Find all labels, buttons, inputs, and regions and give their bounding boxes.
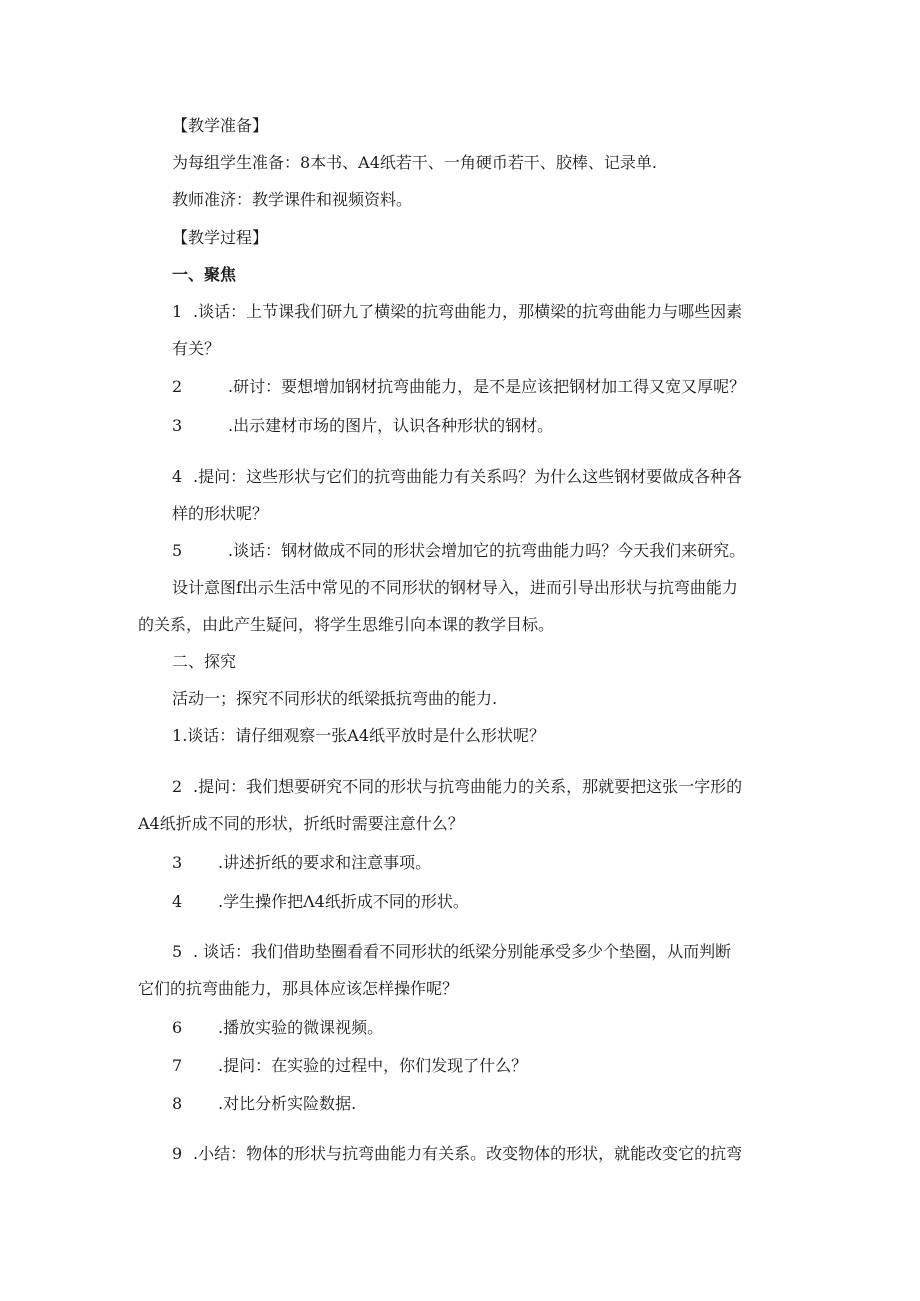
- prep-heading: 【教学准备】: [172, 116, 269, 135]
- item-text: .学生操作把Λ4纸折成不同的形状。: [218, 892, 469, 911]
- design-intent-text: 设计意图f出示生活中常见的不同形状的钢材导入，进而引导出形状与抗弯曲能力: [172, 578, 738, 597]
- item-text-continued: 它们的抗弯曲能力，那具体应该怎样操作呢？: [138, 979, 459, 998]
- item-text: .出示建材市场的图片，认识各种形状的钢材。: [228, 416, 554, 435]
- item-text: .小结：物体的形状与抗弯曲能力有关系。改变物体的形状，就能改变它的抗弯: [193, 1144, 743, 1163]
- prep-teacher-text: 教师准济：教学课件和视频资料。: [172, 190, 413, 209]
- activity-title: 活动一；探究不同形状的纸梁抵抗弯曲的能力.: [172, 689, 498, 708]
- list-item: [172, 415, 553, 437]
- item-number: 2: [172, 377, 183, 396]
- explore-heading: 二、探究: [172, 652, 237, 671]
- prep-students-text: 为每组学生准备：8本书、A4纸若干、一角硬币若干、胶棒、记录单.: [172, 153, 658, 172]
- item-number: 2: [172, 777, 183, 796]
- item-text: .提问：这些形状与它们的抗弯曲能力有关系吗？为什么这些钢材要做成各种各: [193, 467, 743, 486]
- list-item: [172, 466, 742, 488]
- item-text: . 谈话：我们借助垫圈看看不同形状的纸梁分别能承受多少个垫圈，从而判断: [193, 942, 732, 961]
- item-text: .谈话：请仔细观察一张A4纸平放时是什么形状呢？: [182, 726, 546, 745]
- item-text: .对比分析实险数据.: [218, 1094, 357, 1113]
- item-text: .谈话：钢材做成不同的形状会增加它的抗弯曲能力吗？今天我们来研究。: [228, 541, 746, 560]
- item-text: .谈话：上节课我们研九了横梁的抗弯曲能力，那横梁的抗弯曲能力与哪些因素: [193, 302, 743, 321]
- item-number: 7: [172, 1056, 183, 1075]
- item-text-continued: 样的形状呢？: [172, 504, 269, 523]
- item-number: 5: [172, 942, 183, 961]
- list-item: [172, 852, 431, 874]
- list-item: [172, 1143, 742, 1165]
- item-text-continued: 有关？: [172, 339, 221, 358]
- list-item: [172, 1055, 527, 1077]
- item-number: 9: [172, 1144, 183, 1163]
- item-text-continued: A4纸折成不同的形状，折纸时需要注意什么？: [138, 814, 464, 833]
- process-heading: 【教学过程】: [172, 228, 269, 247]
- item-number: 1: [172, 302, 183, 321]
- focus-heading: 一、聚焦: [172, 265, 237, 284]
- item-text: .提问：我们想要研究不同的形状与抗弯曲能力的关系，那就要把这张一字形的: [193, 777, 743, 796]
- list-item: [172, 301, 742, 323]
- list-item: [172, 1093, 356, 1115]
- item-number: 8: [172, 1094, 183, 1113]
- item-text: .讲述折纸的要求和注意事项。: [218, 853, 432, 872]
- list-item: [172, 376, 745, 398]
- item-text: .播放实验的微课视频。: [218, 1018, 384, 1037]
- item-text: .研讨：要想增加钢材抗弯曲能力，是不是应该把钢材加工得又宽又厚呢？: [228, 377, 746, 396]
- list-item: [172, 540, 745, 562]
- item-number: 4: [172, 467, 183, 486]
- design-intent-text-continued: 的关系，由此产生疑问，将学生思维引向本课的教学目标。: [138, 615, 555, 634]
- item-number: 4: [172, 892, 183, 911]
- item-number: 1: [172, 726, 183, 745]
- item-number: 3: [172, 853, 183, 872]
- item-number: 6: [172, 1018, 183, 1037]
- list-item: [172, 725, 545, 747]
- item-number: 3: [172, 416, 183, 435]
- item-number: 5: [172, 541, 183, 560]
- list-item: [172, 1017, 383, 1039]
- item-text: .提问：在实验的过程中，你们发现了什么？: [218, 1056, 528, 1075]
- list-item: [172, 776, 742, 798]
- list-item: [172, 941, 731, 963]
- list-item: [172, 891, 469, 913]
